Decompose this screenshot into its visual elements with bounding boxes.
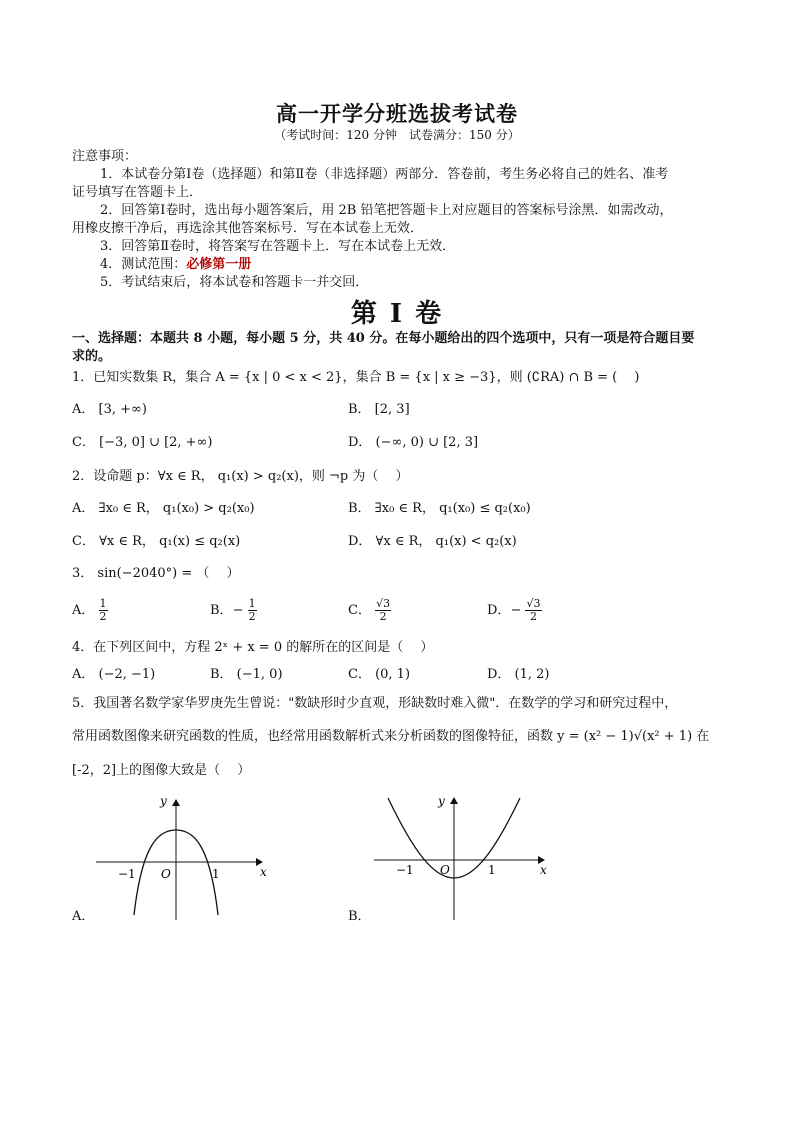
- notice-item-1-line-1: 1．本试卷分第Ⅰ卷（选择题）和第Ⅱ卷（非选择题）两部分．答卷前，考生务必将自己的姓名、准考: [100, 167, 669, 182]
- question-1-stem: 1．已知实数集 R，集合 A = {x | 0 < x < 2}，集合 B = {x | x ≥ −3}，则 (∁RA) ∩ B = ( ): [72, 370, 640, 385]
- notice-item-2-line-2: 用橡皮擦干净后，再选涂其他答案标号．写在本试卷上无效．: [72, 221, 424, 236]
- question-4-option-a: A． (−2, −1): [72, 667, 156, 682]
- question-2-stem: 2．设命题 p：∀x ∈ R， q₁(x) > q₂(x)，则 ¬p 为（ ）: [72, 469, 409, 484]
- x-axis-label: x: [540, 863, 547, 877]
- notice-item-4-prefix: 4．测试范围：: [100, 257, 187, 272]
- notice-heading: 注意事项：: [72, 149, 138, 164]
- question-1-option-c: C． [−3, 0] ∪ [2, +∞): [72, 435, 213, 450]
- fraction: $\frac{√3}{2}$: [526, 597, 541, 623]
- notice-item-3: 3．回答第Ⅱ卷时，将答案写在答题卡上．写在本试卷上无效．: [100, 239, 456, 254]
- option-a-label: A．: [72, 603, 95, 618]
- question-3-option-b: B．− $\frac{1}{2}$: [210, 597, 256, 623]
- notice-item-2-line-1: 2．回答第Ⅰ卷时，选出每小题答案后，用 2B 铅笔把答题卡上对应题目的答案标号涂黑．如需改动，: [100, 203, 673, 218]
- fraction: $\frac{1}{2}$: [99, 597, 107, 623]
- question-3-option-d: D．− $\frac{√3}{2}$: [487, 597, 541, 623]
- question-1-option-d: D． (−∞, 0) ∪ [2, 3]: [348, 435, 479, 450]
- question-2-option-b: B． ∃x₀ ∈ R， q₁(x₀) ≤ q₂(x₀): [348, 501, 531, 516]
- question-5-line-3: [-2，2]上的图像大致是（ ）: [72, 763, 251, 778]
- graph-b-option-label: B．: [348, 909, 371, 924]
- question-4-option-c: C． (0, 1): [348, 667, 411, 682]
- tick-label-neg-1: −1: [118, 867, 136, 881]
- notice-item-1-line-2: 证号填写在答题卡上．: [72, 185, 203, 200]
- option-b-label: B．: [210, 603, 233, 618]
- section-instruction-line-1: 一、选择题：本题共 8 小题，每小题 5 分，共 40 分。在每小题给出的四个选项中，只有一项是符合题目要: [72, 331, 695, 346]
- option-d-label: D．: [487, 603, 511, 618]
- section-instruction-line-2: 求的。: [72, 349, 112, 364]
- notice-item-4-scope: 必修第一册: [186, 257, 252, 272]
- graph-a: [90, 790, 270, 925]
- question-2-option-c: C． ∀x ∈ R， q₁(x) ≤ q₂(x): [72, 534, 241, 549]
- x-axis-label: x: [260, 865, 267, 879]
- fraction: $\frac{1}{2}$: [248, 597, 256, 623]
- tick-label-pos-1: 1: [488, 863, 496, 877]
- question-2-option-a: A． ∃x₀ ∈ R， q₁(x₀) > q₂(x₀): [72, 501, 255, 516]
- notice-item-5: 5．考试结束后，将本试卷和答题卡一并交回．: [100, 275, 369, 290]
- y-axis-label: y: [438, 794, 445, 808]
- option-c-label: C．: [348, 603, 371, 618]
- question-4-stem: 4．在下列区间中，方程 2ˣ + x = 0 的解所在的区间是（ ）: [72, 640, 434, 655]
- question-1-option-b: B． [2, 3]: [348, 402, 410, 417]
- origin-label: O: [161, 867, 171, 881]
- origin-label: O: [440, 863, 450, 877]
- question-4-option-b: B． (−1, 0): [210, 667, 283, 682]
- question-2-option-d: D． ∀x ∈ R， q₁(x) < q₂(x): [348, 534, 517, 549]
- y-axis-label: y: [160, 794, 167, 808]
- fraction: $\frac{√3}{2}$: [376, 597, 391, 623]
- question-3-option-c: [348, 598, 391, 623]
- question-1-option-a: A． [3, +∞): [72, 402, 147, 417]
- tick-label-pos-1: 1: [212, 867, 220, 881]
- question-5-line-1: 5．我国著名数学家华罗庚先生曾说："数缺形时少直观，形缺数时难入微"．在数学的学习和研究过程中，: [72, 696, 678, 711]
- question-3-option-a: [72, 598, 108, 623]
- question-3-stem: 3． sin(−2040°) = （ ）: [72, 566, 240, 581]
- tick-label-neg-1: −1: [396, 863, 414, 877]
- question-4-option-d: D． (1, 2): [487, 667, 550, 682]
- section-title: 第 I 卷: [350, 299, 444, 329]
- graph-b: [368, 790, 553, 925]
- page-subtitle: （考试时间：120 分钟 试卷满分：150 分）: [274, 128, 520, 142]
- page-title: 高一开学分班选拔考试卷: [276, 101, 518, 126]
- question-5-line-2: 常用函数图像来研究函数的性质，也经常用函数解析式来分析函数的图像特征，函数 y = (x² − 1)√(x² + 1) 在: [72, 729, 710, 744]
- graph-a-option-label: A．: [72, 909, 95, 924]
